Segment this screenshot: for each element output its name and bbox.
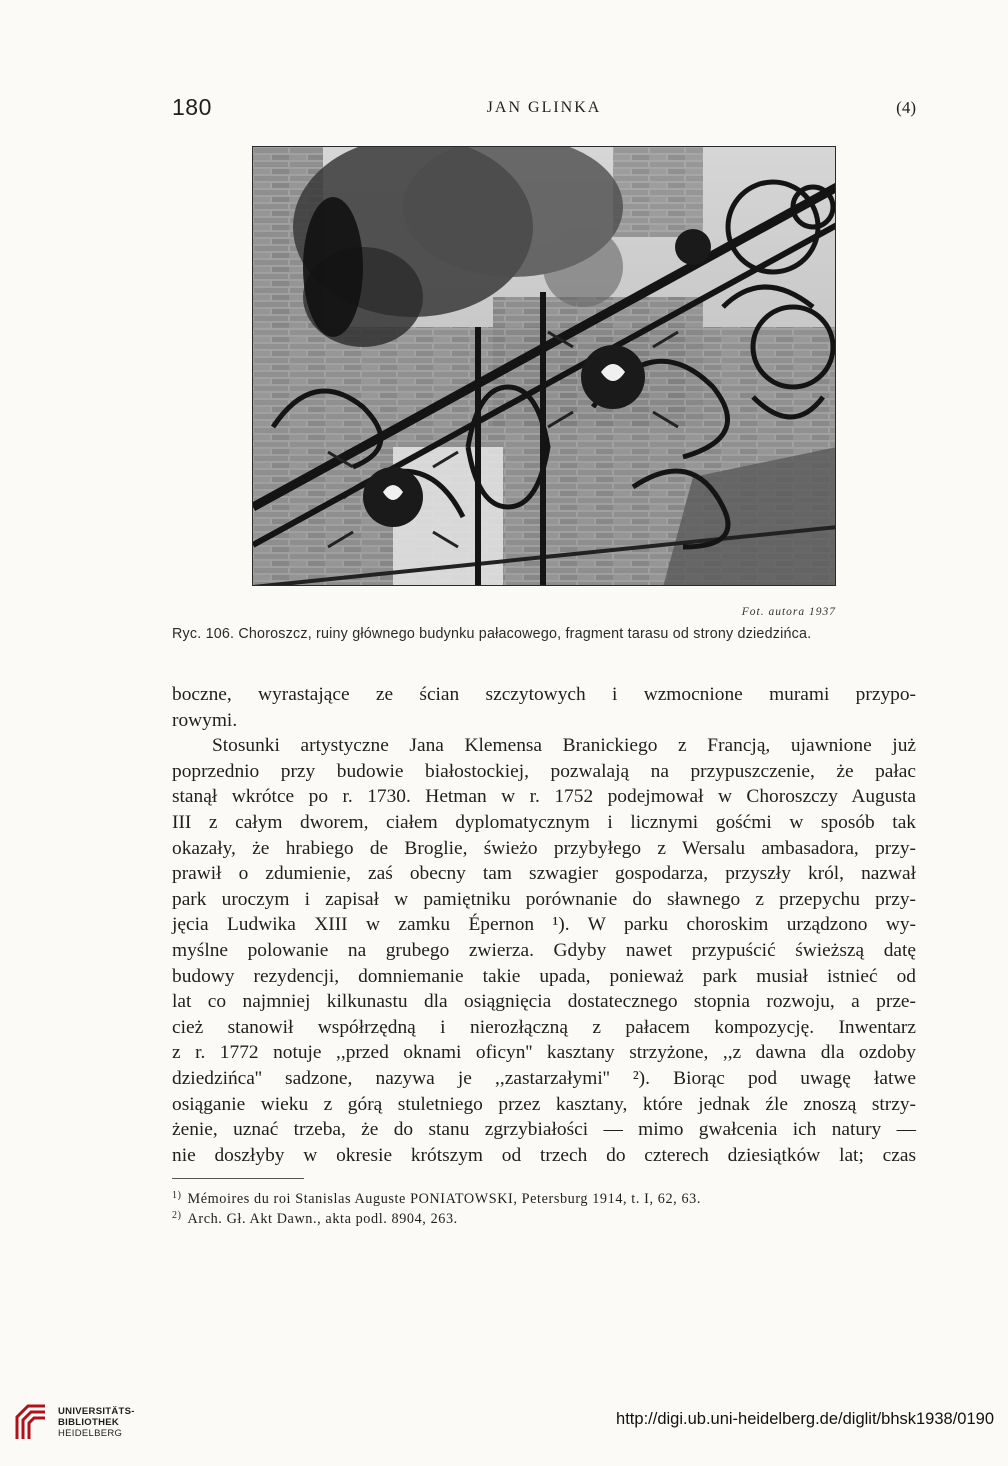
text-line: żenie, uznać trzeba, że do stanu zgrzybiałości — mimo gwałcenia ich natury — — [172, 1119, 916, 1141]
text-line: poprzednio przy budowie białostockiej, pozwalają na przypuszczenie, że pałac — [172, 760, 916, 782]
figure-caption: Ryc. 106. Choroszcz, ruiny głównego budynku pałacowego, fragment tarasu od strony dziedzińca. — [172, 626, 812, 642]
section-marker: (4) — [896, 98, 916, 117]
library-name — [58, 1406, 135, 1439]
text-line: prawił o zdumienie, zaś obecny tam szwagier gospodarza, przyszły król, nazwał — [172, 863, 916, 885]
footnote-mark: 1) — [172, 1190, 182, 1201]
text-line: rowymi. — [172, 709, 238, 731]
source-url-link[interactable]: http://digi.ub.uni-heidelberg.de/diglit/bhsk1938/0190 — [616, 1410, 994, 1428]
text-line: lat co najmniej kilkunastu dla osiągnięcia dostatecznego stopnia rozwoju, a prze- — [172, 991, 916, 1013]
figure-photo — [252, 146, 836, 586]
text-line: nie doszłyby w okresie krótszym od trzech do czterech dziesiątków lat; czas — [172, 1144, 916, 1166]
body-text — [172, 682, 916, 1168]
footnote-text: Mémoires du roi Stanislas Auguste PONIATOWSKI, Petersburg 1914, t. I, 62, 63. — [187, 1191, 701, 1207]
page-header — [172, 94, 916, 124]
text-line: park uroczym i zapisał w pamiętniku porównanie do sławnego z przepychu przy- — [172, 888, 916, 910]
footer-bar — [0, 1392, 1008, 1466]
library-name-line: HEIDELBERG — [58, 1428, 123, 1439]
text-line: osiąganie wieku z górą stuletniego przez kasztany, które jednak źle znoszą strzy- — [172, 1093, 916, 1115]
library-name-line: UNIVERSITÄTS- — [58, 1406, 135, 1417]
text-line: z r. 1772 notuje ,,przed oknami oficyn'' kasztany strzyżone, ,,z dawna dla ozdoby — [172, 1042, 916, 1064]
running-head: JAN GLINKA — [486, 99, 602, 116]
text-line: stanął wkrótce po r. 1730. Hetman w r. 1752 podejmował w Choroszczy Augusta — [172, 786, 916, 808]
footnote-divider — [172, 1178, 304, 1179]
text-line: jęcia Ludwika XIII w zamku Épernon ¹). W parku choroskim urządzono wy- — [172, 914, 916, 936]
footnote-mark: 2) — [172, 1210, 182, 1221]
footnote — [172, 1206, 916, 1226]
text-line: okazały, że hrabiego de Broglie, świeżo przybyłego z Wersalu ambasadora, przy- — [172, 837, 916, 859]
library-name-line: BIBLIOTHEK — [58, 1417, 120, 1428]
footnote-text: Arch. Gł. Akt Dawn., akta podl. 8904, 263. — [187, 1211, 458, 1227]
page-number: 180 — [172, 94, 212, 120]
footnotes — [172, 1186, 916, 1226]
text-line: dziedzińca'' sadzone, nazywa je ,,zastarzałymi'' ²). Biorąc pod uwagę łatwe — [172, 1067, 916, 1089]
text-line: cież stanowił współrzędną i nierozłączną z pałacem kompozycję. Inwentarz — [172, 1016, 916, 1038]
text-line: Stosunki artystyczne Jana Klemensa Branickiego z Francją, ujawnione już — [212, 735, 916, 757]
text-line: III z całym dworem, ciałem dyplomatycznym i licznymi gośćmi w sposób tak — [172, 811, 916, 833]
text-line: myślne polowanie na grubego zwierza. Gdyby nawet przypuścić świeższą datę — [172, 939, 916, 961]
text-line: budowy rezydencji, domniemanie takie upada, ponieważ park musiał istnieć od — [172, 965, 916, 987]
photo-credit: Fot. autora 1937 — [741, 606, 836, 618]
library-logo-icon — [14, 1403, 48, 1443]
footnote — [172, 1186, 916, 1206]
text-line: boczne, wyrastające ze ścian szczytowych i wzmocnione murami przypo- — [172, 684, 916, 705]
iron-railing-photo — [253, 147, 836, 586]
